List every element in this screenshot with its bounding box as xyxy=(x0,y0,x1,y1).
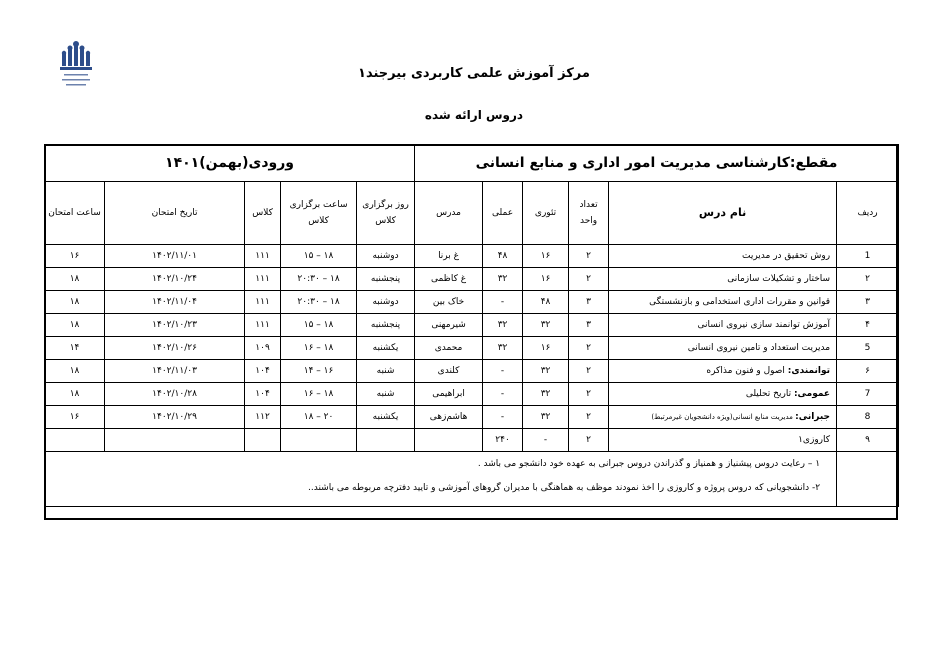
row-number: ۶ xyxy=(837,360,899,383)
theory: ۳۲ xyxy=(523,406,569,429)
room: ۱۱۱ xyxy=(245,268,281,291)
course-title: قوانین و مقررات اداری استخدامی و بازنشستگی xyxy=(649,297,831,307)
time: ۱۸ – ۲۰:۳۰ xyxy=(281,291,357,314)
practical: ۳۲ xyxy=(483,337,523,360)
exam-time: ۱۶ xyxy=(45,245,105,268)
units: ۲ xyxy=(569,383,609,406)
units: ۲ xyxy=(569,337,609,360)
units: ۲ xyxy=(569,360,609,383)
room: ۱۱۲ xyxy=(245,406,281,429)
note-2: ۲- دانشجویانی که دروس پروژه و کاروزی را اخذ نمودند موظف به هماهنگی با مدیران گروهای آموزشی و تایید دفترچه مربوطه می باشند.. xyxy=(308,483,821,493)
exam-time: ۱۸ xyxy=(45,268,105,291)
room: ۱۱۱ xyxy=(245,245,281,268)
row-number: 7 xyxy=(837,383,899,406)
day: پنجشنبه xyxy=(357,268,415,291)
course-title: تاریخ تحلیلی xyxy=(745,389,794,399)
course-title: مدیریت استعداد و تامین نیروی انسانی xyxy=(687,343,831,353)
col-exam-time: ساعت امتحان xyxy=(45,182,105,245)
course-title: روش تحقیق در مدیریت xyxy=(741,251,831,261)
row-number: 1 xyxy=(837,245,899,268)
exam-date: ۱۴۰۲/۱۱/۰۱ xyxy=(105,245,245,268)
exam-time: ۱۸ xyxy=(45,314,105,337)
row-number: ۳ xyxy=(837,291,899,314)
row-number: 8 xyxy=(837,406,899,429)
practical: - xyxy=(483,406,523,429)
exam-date: ۱۴۰۲/۱۰/۲۶ xyxy=(105,337,245,360)
note-1: ۱ – رعایت دروس پیشنیاز و همنیاز و گذراندن دروس جبرانی به عهده خود دانشجو می باشد . xyxy=(477,459,821,469)
units: ۳ xyxy=(569,314,609,337)
row-number: ۴ xyxy=(837,314,899,337)
exam-time: ۱۸ xyxy=(45,291,105,314)
col-units: تعداد واحد xyxy=(569,182,609,245)
course-title: اصول و فنون مذاکره xyxy=(706,366,788,376)
units: ۳ xyxy=(569,291,609,314)
day: پنجشنبه xyxy=(357,314,415,337)
teacher: غ برنا xyxy=(415,245,483,268)
row-number: 5 xyxy=(837,337,899,360)
col-room: کلاس xyxy=(245,182,281,245)
time: ۱۸ – ۱۵ xyxy=(281,245,357,268)
col-name: نام درس xyxy=(609,182,837,245)
theory: ۱۶ xyxy=(523,337,569,360)
theory: ۱۶ xyxy=(523,245,569,268)
day: شنبه xyxy=(357,360,415,383)
entry-title: ورودی(بهمن)۱۴۰۱ xyxy=(45,145,415,182)
day: یکشنبه xyxy=(357,406,415,429)
theory: ۳۲ xyxy=(523,360,569,383)
time: ۱۸ – ۱۶ xyxy=(281,383,357,406)
exam-date: ۱۴۰۲/۱۱/۰۴ xyxy=(105,291,245,314)
col-exam-date: تاریخ امتحان xyxy=(105,182,245,245)
course-prefix: توانمندی: xyxy=(787,366,831,376)
exam-date: ۱۴۰۲/۱۰/۲۹ xyxy=(105,406,245,429)
units: ۲ xyxy=(569,268,609,291)
col-practical: عملی xyxy=(483,182,523,245)
practical: - xyxy=(483,383,523,406)
col-day: روز برگزاری کلاس xyxy=(357,182,415,245)
degree-title: مقطع:کارشناسی مدیریت امور اداری و منابع انسانی xyxy=(415,145,899,182)
room: ۱۱۱ xyxy=(245,314,281,337)
practical: ۲۴۰ xyxy=(483,429,523,452)
course-title: ساختار و تشکیلات سازمانی xyxy=(727,274,831,284)
org-title: مرکز آموزش علمی کاربردی بیرجند۱ xyxy=(358,66,590,81)
teacher: هاشم‌زهی xyxy=(415,406,483,429)
teacher: غ کاظمی xyxy=(415,268,483,291)
units: ۲ xyxy=(569,245,609,268)
time: ۱۸ – ۲۰:۳۰ xyxy=(281,268,357,291)
day: یکشنبه xyxy=(357,337,415,360)
time: ۱۶ – ۱۴ xyxy=(281,360,357,383)
col-teacher: مدرس xyxy=(415,182,483,245)
theory: ۴۸ xyxy=(523,291,569,314)
practical: - xyxy=(483,291,523,314)
course-title: کاروزی۱ xyxy=(798,435,831,445)
teacher: محمدی xyxy=(415,337,483,360)
teacher: خاک بین xyxy=(415,291,483,314)
day: دوشنبه xyxy=(357,245,415,268)
row-number: ۲ xyxy=(837,268,899,291)
exam-time: ۱۶ xyxy=(45,406,105,429)
theory: - xyxy=(523,429,569,452)
room: ۱۰۴ xyxy=(245,360,281,383)
room: ۱۰۴ xyxy=(245,383,281,406)
col-row: ردیف xyxy=(837,182,899,245)
theory: ۳۲ xyxy=(523,314,569,337)
exam-time: ۱۴ xyxy=(45,337,105,360)
col-theory: تئوری xyxy=(523,182,569,245)
practical: - xyxy=(483,360,523,383)
theory: ۱۶ xyxy=(523,268,569,291)
room: ۱۱۱ xyxy=(245,291,281,314)
time: ۱۸ – ۱۶ xyxy=(281,337,357,360)
teacher: کلندی xyxy=(415,360,483,383)
exam-time: ۱۸ xyxy=(45,383,105,406)
theory: ۳۲ xyxy=(523,383,569,406)
day: دوشنبه xyxy=(357,291,415,314)
practical: ۴۸ xyxy=(483,245,523,268)
row-number: ۹ xyxy=(837,429,899,452)
teacher: ابراهیمی xyxy=(415,383,483,406)
exam-date: ۱۴۰۲/۱۰/۲۳ xyxy=(105,314,245,337)
course-title: آموزش توانمند سازی نیروی انسانی xyxy=(697,320,831,330)
practical: ۳۲ xyxy=(483,268,523,291)
units: ۲ xyxy=(569,406,609,429)
course-prefix: عمومی: xyxy=(793,389,831,399)
time: ۱۸ – ۱۵ xyxy=(281,314,357,337)
exam-date: ۱۴۰۲/۱۰/۲۸ xyxy=(105,383,245,406)
units: ۲ xyxy=(569,429,609,452)
col-time: ساعت برگزاری کلاس xyxy=(281,182,357,245)
table-frame xyxy=(44,144,898,520)
exam-time: ۱۸ xyxy=(45,360,105,383)
course-prefix: جبرانی: xyxy=(795,412,831,422)
course-title: مدیریت منابع انسانی(ویژه دانشجویان غیرمرتبط) xyxy=(651,413,796,421)
room: ۱۰۹ xyxy=(245,337,281,360)
time: ۲۰ – ۱۸ xyxy=(281,406,357,429)
teacher: شیرمهنی xyxy=(415,314,483,337)
exam-date: ۱۴۰۲/۱۱/۰۳ xyxy=(105,360,245,383)
day: شنبه xyxy=(357,383,415,406)
practical: ۳۲ xyxy=(483,314,523,337)
page-subtitle: دروس ارائه شده xyxy=(424,108,524,122)
exam-date: ۱۴۰۲/۱۰/۲۴ xyxy=(105,268,245,291)
